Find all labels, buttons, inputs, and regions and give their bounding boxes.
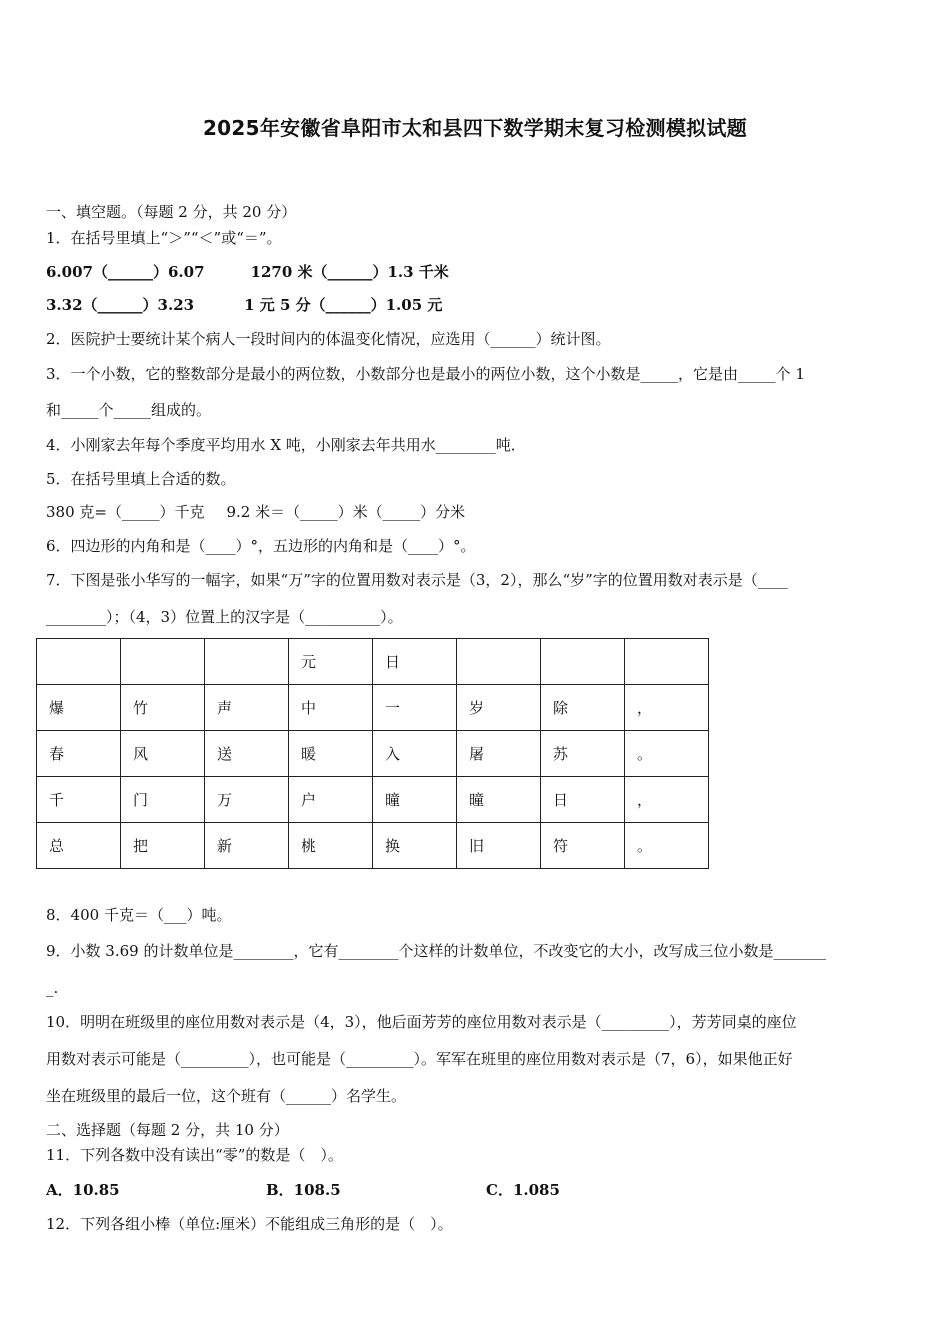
grid-cell: 竹 bbox=[121, 685, 205, 731]
grid-cell: 曈 bbox=[457, 777, 541, 823]
grid-row bbox=[37, 777, 709, 823]
question-2: 2．医院护士要统计某个病人一段时间内的体温变化情况，应选用（______）统计图。 bbox=[46, 330, 611, 348]
grid-cell: ， bbox=[625, 685, 709, 731]
grid-cell: 把 bbox=[121, 823, 205, 869]
grid-cell: 。 bbox=[625, 731, 709, 777]
question-10-line-3: 坐在班级里的最后一位，这个班有（______）名学生。 bbox=[46, 1087, 407, 1105]
grid-cell: ， bbox=[625, 777, 709, 823]
grid-cell: 。 bbox=[625, 823, 709, 869]
question-12-stem: 12．下列各组小棒（单位:厘米）不能组成三角形的是（ ）。 bbox=[46, 1215, 453, 1233]
grid-cell: 风 bbox=[121, 731, 205, 777]
question-5-row bbox=[46, 502, 465, 522]
poem-grid-table bbox=[36, 638, 709, 869]
grid-cell: 符 bbox=[541, 823, 625, 869]
grid-cell: 暖 bbox=[289, 731, 373, 777]
question-1-item-a: 6.007（______）6.07 bbox=[46, 263, 205, 281]
page-title: 2025年安徽省阜阳市太和县四下数学期末复习检测模拟试题 bbox=[202, 116, 748, 140]
question-11-option-a[interactable]: A．10.85 bbox=[46, 1181, 120, 1199]
grid-cell bbox=[37, 639, 121, 685]
question-1-item-c: 3.32（______）3.23 bbox=[46, 296, 195, 314]
question-7-line-2: ________）；（4，3）位置上的汉字是（__________）。 bbox=[46, 608, 403, 626]
question-8: 8．400 千克＝（___）吨。 bbox=[46, 906, 232, 924]
grid-cell: 岁 bbox=[457, 685, 541, 731]
grid-cell: 除 bbox=[541, 685, 625, 731]
grid-row bbox=[37, 731, 709, 777]
grid-cell: 元 bbox=[289, 639, 373, 685]
grid-cell: 户 bbox=[289, 777, 373, 823]
question-9-line-1: 9．小数 3.69 的计数单位是________，它有________个这样的计数单位，不改变它的大小，改写成三位小数是_______ bbox=[46, 942, 826, 960]
question-1-row-1 bbox=[46, 262, 449, 282]
grid-row bbox=[37, 639, 709, 685]
question-3-line-1: 3．一个小数，它的整数部分是最小的两位数，小数部分也是最小的两位小数，这个小数是_____，它是由_____个 1 bbox=[46, 365, 805, 383]
question-11-option-b[interactable]: B．108.5 bbox=[266, 1181, 341, 1199]
grid-cell bbox=[121, 639, 205, 685]
grid-cell: 中 bbox=[289, 685, 373, 731]
question-3-line-2: 和_____个_____组成的。 bbox=[46, 401, 212, 419]
grid-cell: 总 bbox=[37, 823, 121, 869]
question-9-line-2: _. bbox=[46, 979, 59, 997]
question-1-stem: 1．在括号里填上“＞”“＜”或“＝”。 bbox=[46, 229, 282, 247]
question-10-line-2: 用数对表示可能是（_________），也可能是（_________）。军军在班里的座位用数对表示是（7，6），如果他正好 bbox=[46, 1050, 793, 1068]
section-fill-blank-heading: 一、填空题。（每题 2 分，共 20 分） bbox=[46, 203, 297, 221]
grid-cell: 送 bbox=[205, 731, 289, 777]
grid-cell: 入 bbox=[373, 731, 457, 777]
question-4: 4．小刚家去年每个季度平均用水 X 吨，小刚家去年共用水________吨． bbox=[46, 436, 526, 454]
question-1-item-b: 1270 米（______）1.3 千米 bbox=[250, 263, 449, 281]
grid-cell: 爆 bbox=[37, 685, 121, 731]
grid-cell bbox=[205, 639, 289, 685]
grid-cell: 新 bbox=[205, 823, 289, 869]
question-6: 6．四边形的内角和是（____）°，五边形的内角和是（____）°。 bbox=[46, 537, 476, 555]
grid-cell: 曈 bbox=[373, 777, 457, 823]
grid-cell: 换 bbox=[373, 823, 457, 869]
grid-cell: 千 bbox=[37, 777, 121, 823]
section-choice-heading: 二、选择题（每题 2 分，共 10 分） bbox=[46, 1121, 289, 1139]
question-10-line-1: 10．明明在班级里的座位用数对表示是（4，3），他后面芳芳的座位用数对表示是（_________），芳芳同桌的座位 bbox=[46, 1013, 797, 1031]
question-11-stem: 11．下列各数中没有读出“零”的数是（ ）。 bbox=[46, 1146, 343, 1164]
question-7-line-1: 7．下图是张小华写的一幅字，如果“万”字的位置用数对表示是（3，2），那么“岁”字的位置用数对表示是（____ bbox=[46, 571, 788, 589]
grid-cell: 门 bbox=[121, 777, 205, 823]
grid-row bbox=[37, 685, 709, 731]
grid-cell: 春 bbox=[37, 731, 121, 777]
grid-cell bbox=[625, 639, 709, 685]
question-11-option-c[interactable]: C．1.085 bbox=[486, 1181, 560, 1199]
question-5-stem: 5．在括号里填上合适的数。 bbox=[46, 470, 236, 488]
grid-cell: 苏 bbox=[541, 731, 625, 777]
grid-cell: 一 bbox=[373, 685, 457, 731]
grid-cell: 日 bbox=[373, 639, 457, 685]
question-5-item-a: 380 克=（_____）千克 bbox=[46, 503, 205, 521]
grid-cell: 声 bbox=[205, 685, 289, 731]
grid-cell bbox=[541, 639, 625, 685]
grid-cell: 桃 bbox=[289, 823, 373, 869]
grid-cell: 旧 bbox=[457, 823, 541, 869]
grid-cell: 日 bbox=[541, 777, 625, 823]
question-1-row-2 bbox=[46, 295, 442, 315]
question-5-item-b: 9.2 米＝（_____）米（_____）分米 bbox=[226, 503, 466, 521]
question-1-item-d: 1 元 5 分（______）1.05 元 bbox=[244, 296, 443, 314]
grid-cell: 屠 bbox=[457, 731, 541, 777]
grid-cell bbox=[457, 639, 541, 685]
grid-row bbox=[37, 823, 709, 869]
question-11-options bbox=[46, 1180, 560, 1200]
grid-cell: 万 bbox=[205, 777, 289, 823]
